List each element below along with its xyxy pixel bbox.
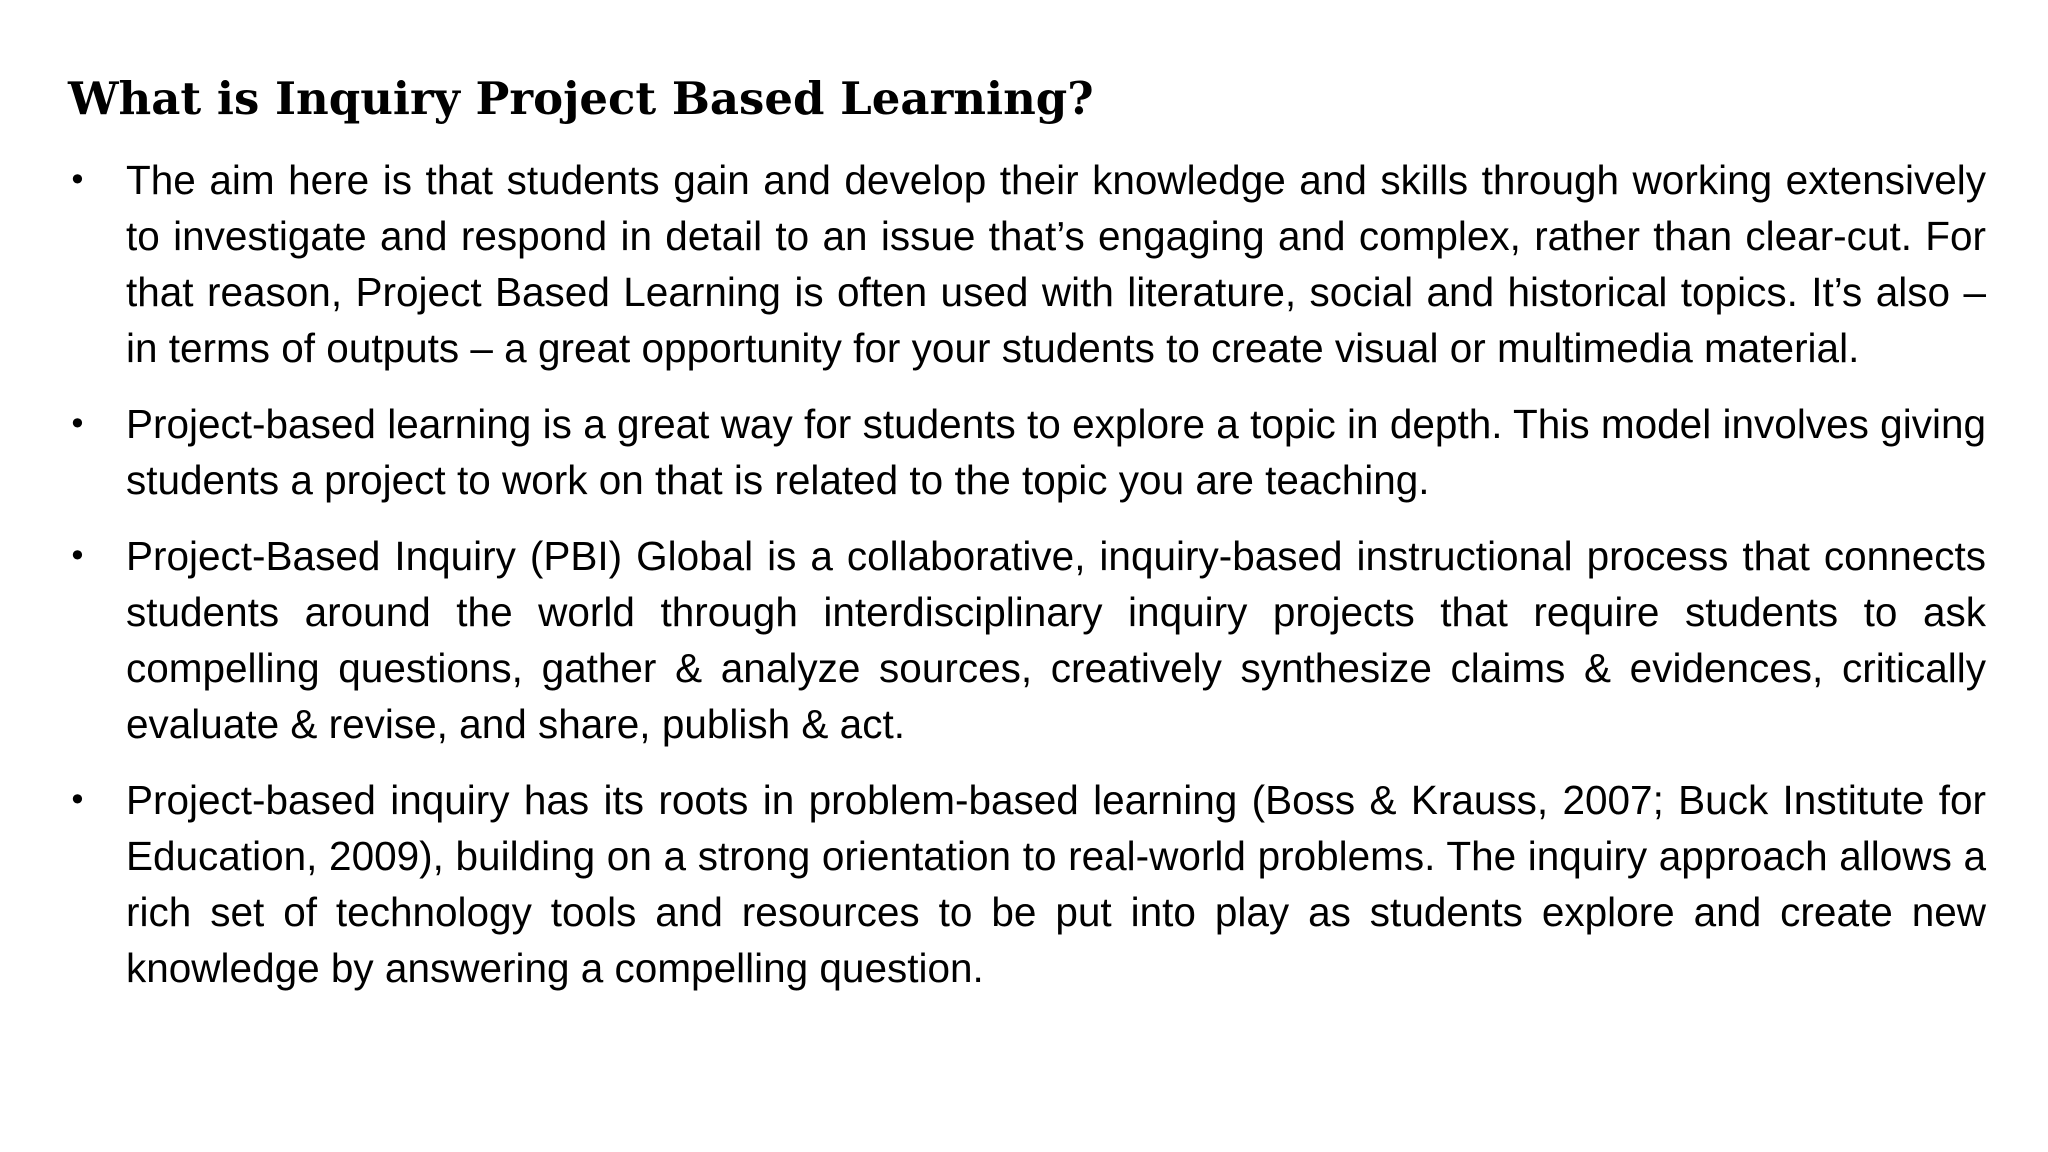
bullet-dot-icon: • [68,781,87,819]
bullet-text: Project-Based Inquiry (PBI) Global is a collaborative, inquiry-based instructional process that connects students around the world through interdisciplinary inquiry projects that require students to ask compelling questions, gather & analyze sources, creatively synthesize claims & evidences, critically evaluate & revise, and share, publish & act. [126,533,1986,747]
bullet-text: Project-based learning is a great way for students to explore a topic in depth. This model involves giving students a project to work on that is related to the topic you are teaching. [126,401,1986,503]
bullet-list [68,152,1986,1016]
bullet-dot-icon: • [68,161,87,199]
bullet-item-2 [68,396,1986,508]
bullet-item-3 [68,528,1986,752]
bullet-text: Project-based inquiry has its roots in problem-based learning (Boss & Krauss, 2007; Buck Institute for Education, 2009), building on a strong orientation to real-world problems. The inquiry approach allows a rich set of technology tools and resources to be put into play as students explore and create new knowledge by answering a compelling question. [126,777,1986,991]
bullet-dot-icon: • [68,537,87,575]
bullet-text: The aim here is that students gain and develop their knowledge and skills through working extensively to investigate and respond in detail to an issue that’s engaging and complex, rather than clear-cut. For that reason, Project Based Learning is often used with literature, social and historical topics. It’s also – in terms of outputs – a great opportunity for your students to create visual or multimedia material. [126,157,1986,371]
bullet-item-1 [68,152,1986,376]
slide-title: What is Inquiry Project Based Learning? [68,72,1094,125]
bullet-dot-icon: • [68,405,87,443]
bullet-item-4 [68,772,1986,996]
